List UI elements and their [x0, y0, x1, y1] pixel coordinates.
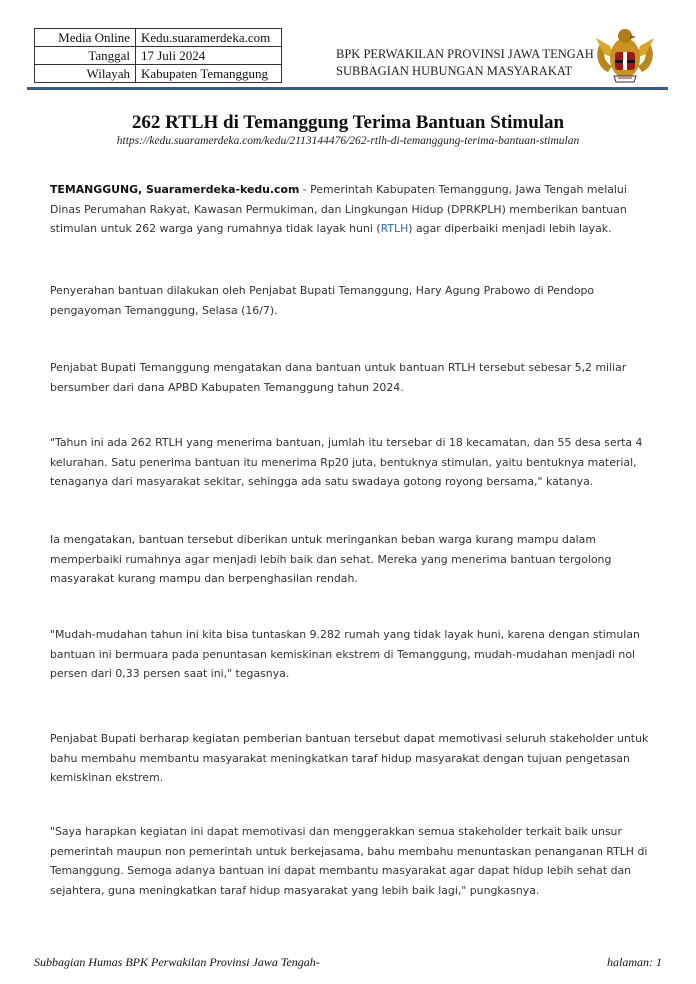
- article-title: 262 RTLH di Temanggung Terima Bantuan Stimulan: [131, 112, 565, 133]
- media-info-table: [34, 28, 282, 83]
- article-paragraph-7: Penjabat Bupati berharap kegiatan pemberian bantuan tersebut dapat memotivasi seluruh stakeholder untuk bahu membahu membantu masyarakat meningkatkan taraf hidup masyarakat dengan tujuan pengetasan kemiskinan ekstrem.: [50, 732, 649, 784]
- article-paragraph-2: Penyerahan bantuan dilakukan oleh Penjabat Bupati Temanggung, Hary Agung Prabowo di Pendopo pengayoman Temanggung, Selasa (16/7).: [50, 284, 595, 317]
- meta-value-date: 17 Juli 2024: [136, 47, 282, 65]
- article-paragraph-8: "Saya harapkan kegiatan ini dapat memotivasi dan menggerakkan semua stakeholder terkait baik unsur pemerintah maupun non pemerintah untuk berkejasama, bahu membahu menuntaskan penanganan RTLH di Temanggung. Semoga adanya bantuan ini dapat membantu masyarakat agar dapat hidup lebih sehat dan sejahtera, guna meningkatkan taraf hidup masyarakat yang lebih baik lagi," pungkasnya.: [50, 825, 648, 897]
- meta-key-media: Media Online: [35, 29, 136, 47]
- dateline: TEMANGGUNG, Suaramerdeka-kedu.com: [50, 183, 300, 196]
- meta-row-media: [35, 29, 282, 47]
- garuda-emblem-icon: [592, 24, 658, 88]
- rtlh-link[interactable]: RTLH: [380, 222, 409, 235]
- org-division: SUBBAGIAN HUBUNGAN MASYARAKAT: [336, 64, 573, 78]
- header-divider: [27, 87, 668, 90]
- article-paragraph-5: Ia mengatakan, bantuan tersebut diberikan untuk meringankan beban warga kurang mampu dalam memperbaiki rumahnya agar menjadi lebih baik dan sehat. Mereka yang menerima bantuan tergolong masyarakat kurang mampu dan berpenghasilan rendah.: [50, 533, 612, 585]
- article-paragraph-6: "Mudah-mudahan tahun ini kita bisa tuntaskan 9.282 rumah yang tidak layak huni, karena dengan stimulan bantuan ini bermuara pada penuntasan kemiskinan ekstrem di Temanggung, mudah-mudahan menjadi nol persen dari 0,33 persen saat ini," tegasnya.: [50, 628, 640, 680]
- meta-key-date: Tanggal: [35, 47, 136, 65]
- meta-key-region: Wilayah: [35, 65, 136, 83]
- paragraph-1-text-a: - Pemerintah Kabupaten Temanggung, Jawa Tengah melalui Dinas Perumahan Rakyat, Kawasan Permukiman, dan Lingkungan Hidup (DPRKPLH) memberikan bantuan stimulan untuk 262 warga yang rumahnya tidak layak huni (: [50, 183, 627, 235]
- paragraph-1-text-b: ) agar diperbaiki menjadi lebih layak.: [408, 222, 612, 235]
- meta-value-media: Kedu.suaramerdeka.com: [136, 29, 282, 47]
- organization-heading: [336, 46, 594, 80]
- meta-value-region: Kabupaten Temanggung: [136, 65, 282, 83]
- article-paragraph-1: [50, 180, 655, 239]
- article-paragraph-4: "Tahun ini ada 262 RTLH yang menerima bantuan, jumlah itu tersebar di 18 kecamatan, dan 55 desa serta 4 kelurahan. Satu penerima bantuan itu menerima Rp20 juta, bentuknya stimulan, yaitu bentuknya material, tenaganya dari masyarakat sekitar, sehingga ada satu swadaya gotong royong bersama," katanya.: [50, 436, 643, 488]
- article-paragraph-3: Penjabat Bupati Temanggung mengatakan dana bantuan untuk bantuan RTLH tersebut sebesar 5,2 miliar bersumber dari dana APBD Kabupaten Temanggung tahun 2024.: [50, 361, 627, 394]
- page-number: halaman: 1: [607, 955, 662, 969]
- meta-row-date: [35, 47, 282, 65]
- meta-row-region: [35, 65, 282, 83]
- org-name: BPK PERWAKILAN PROVINSI JAWA TENGAH: [336, 47, 594, 61]
- footer-organization: Subbagian Humas BPK Perwakilan Provinsi Jawa Tengah-: [34, 955, 320, 969]
- article-url: https://kedu.suaramerdeka.com/kedu/2113144476/262-rtlh-di-temanggung-terima-bantuan-stimulan: [116, 135, 580, 147]
